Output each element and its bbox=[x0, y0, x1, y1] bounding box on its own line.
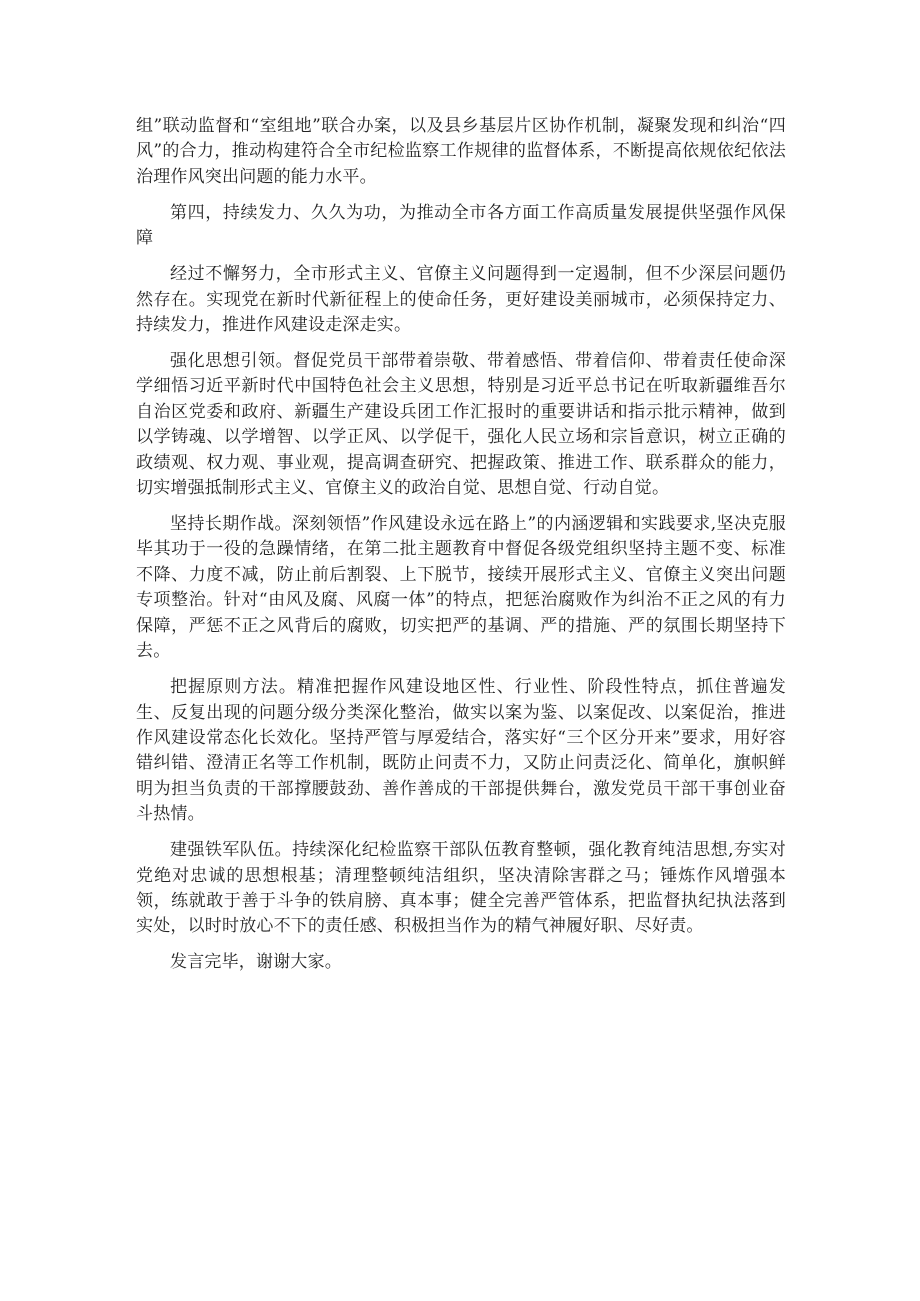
document-page bbox=[136, 114, 786, 986]
paragraph-continuation: 组”联动监督和“室组地”联合办案，以及县乡基层片区协作机制，凝聚发现和纠治“四风”的合力，推动构建符合全市纪检监察工作规律的监督体系，不断提高依规依纪依法治理作风突出问题的能力水平。 bbox=[136, 116, 786, 187]
paragraph-intro: 经过不懈努力，全市形式主义、官僚主义问题得到一定遏制，但不少深层问题仍然存在。实现党在新时代新征程上的使命任务，更好建设美丽城市，必须保持定力、持续发力，推进作风建设走深走实。 bbox=[136, 264, 786, 336]
paragraph-closing: 发言完毕，谢谢大家。 bbox=[170, 952, 342, 973]
paragraph-principles-methods: 把握原则方法。精准把握作风建设地区性、行业性、阶段性特点，抓住普遍发生、反复出现的问题分级分类深化整治，做实以案为鉴、以案促改、以案促治，推进作风建设常态化长效化。坚持严管与厚爱结合，落实好“三个区分开来”要求，用好容错纠错、澄清正名等工作机制，既防止问责不力，又防止问责泛化、简单化，旗帜鲜明为担当负责的干部撑腰鼓劲、善作善成的干部提供舞台，激发党员干部干事创业奋斗热情。 bbox=[136, 677, 786, 825]
section-heading-fourth: 第四，持续发力、久久为功，为推动全市各方面工作高质量发展提供坚强作风保障 bbox=[136, 202, 786, 249]
paragraph-strengthen-thought: 强化思想引领。督促党员干部带着崇敬、带着感悟、带着信仰、带着责任使命深学细悟习近平新时代中国特色社会主义思想，特别是习近平总书记在听取新疆维吾尔自治区党委和政府、新疆生产建设兵团工作汇报时的重要讲话和指示批示精神，做到以学铸魂、以学增智、以学正风、以学促干，强化人民立场和宗旨意识，树立正确的政绩观、权力观、事业观，提高调查研究、把握政策、推进工作、联系群众的能力，切实增强抵制形式主义、官僚主义的政治自觉、思想自觉、行动自觉。 bbox=[136, 351, 786, 499]
paragraph-long-term-battle: 坚持长期作战。深刻领悟”作风建设永远在路上”的内涵逻辑和实践要求,坚决克服毕其功于一役的急躁情绪，在第二批主题教育中督促各级党组织坚持主题不变、标准不降、力度不减，防止前后割裂、上下脱节，接续开展形式主义、官僚主义突出问题专项整治。针对“由风及腐、风腐一体”的特点，把惩治腐败作为纠治不正之风的有力保障，严惩不正之风背后的腐败，切实把严的基调、严的措施、严的氛围长期坚持下去。 bbox=[136, 514, 786, 662]
paragraph-build-team: 建强铁军队伍。持续深化纪检监察干部队伍教育整顿，强化教育纯洁思想,夯实对党绝对忠诚的思想根基；清理整顿纯洁组织，坚决清除害群之马；锤炼作风增强本领，练就敢于善于斗争的铁肩膀、真本事；健全完善严管体系，把监督执纪执法落到实处，以时时放心不下的责任感、积极担当作为的精气神履好职、尽好责。 bbox=[136, 840, 786, 937]
